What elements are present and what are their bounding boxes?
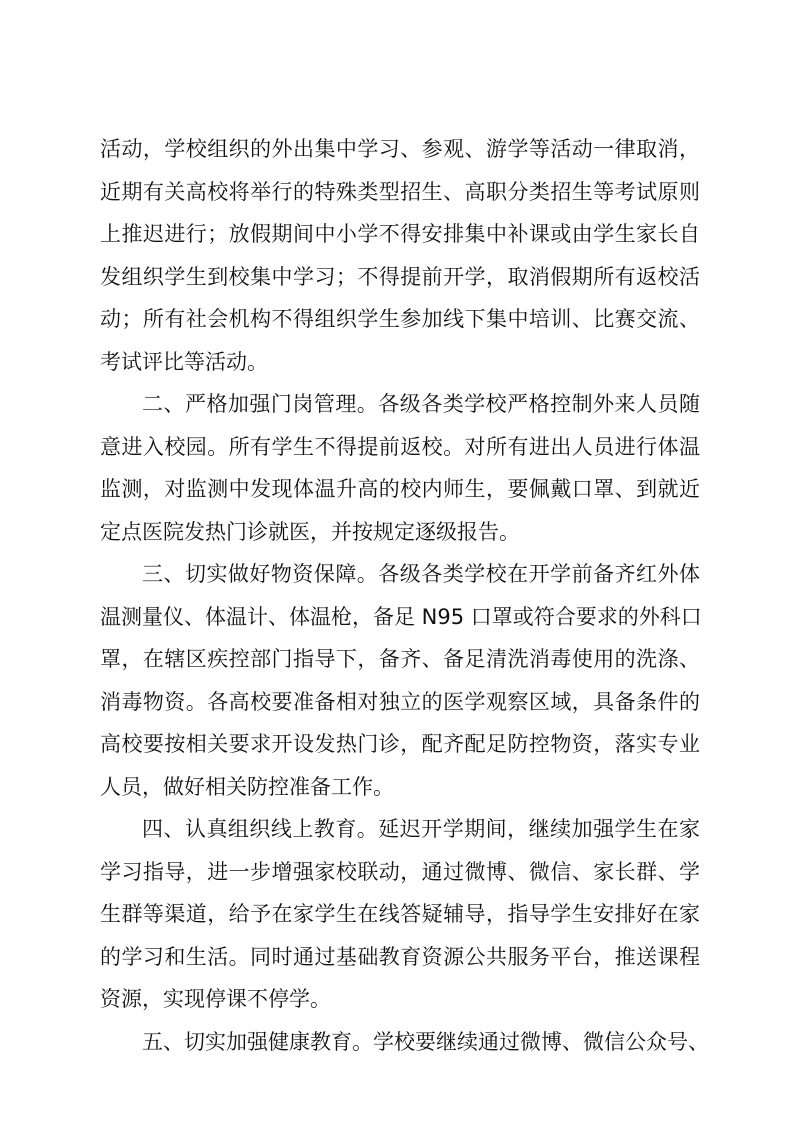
paragraph-3-line-6: 人员，做好相关防控准备工作。 [100,774,394,799]
paragraph-4-line-5: 资源，实现停课不停学。 [100,987,331,1011]
paragraph-3-line-4: 消毒物资。各高校要准备相对独立的医学观察区域，具备条件的 [100,689,700,714]
paragraph-1-line-5: 动；所有社会机构不得组织学生参加线下集中培训、比赛交流、 [100,307,700,331]
paragraph-2-line-4: 定点医院发热门诊就医，并按规定逐级报告。 [100,519,520,544]
paragraph-2-line-3: 监测，对监测中发现体温升高的校内师生，要佩戴口罩、到就近 [100,477,700,501]
paragraph-4-line-1: 四、认真组织线上教育。延迟开学期间，继续加强学生在家 [142,817,700,841]
paragraph-3-line-5: 高校要按相关要求开设发热门诊，配齐配足防控物资，落实专业 [100,732,700,756]
paragraph-2-line-1: 二、严格加强门岗管理。各级各类学校严格控制外来人员随 [142,392,700,416]
document-body [100,128,709,1063]
paragraph-1-line-4: 发组织学生到校集中学习；不得提前开学，取消假期所有返校活 [100,264,700,289]
paragraph-1-line-2: 近期有关高校将举行的特殊类型招生、高职分类招生等考试原则 [100,179,700,204]
paragraph-5-line-1: 五、切实加强健康教育。学校要继续通过微博、微信公众号、 [142,1029,709,1054]
paragraph-3-line-1: 三、切实做好物资保障。各级各类学校在开学前备齐红外体 [142,562,700,586]
paragraph-1-line-1: 活动，学校组织的外出集中学习、参观、游学等活动一律取消， [100,137,700,161]
paragraph-3-line-3: 罩，在辖区疾控部门指导下，备齐、备足清洗消毒使用的洗涤、 [100,647,700,671]
paragraph-4-line-4: 的学习和生活。同时通过基础教育资源公共服务平台，推送课程 [100,944,700,969]
paragraph-1-line-3: 上推迟进行；放假期间中小学不得安排集中补课或由学生家长自 [100,222,700,246]
paragraph-4-line-3: 生群等渠道，给予在家学生在线答疑辅导，指导学生安排好在家 [100,902,700,926]
paragraph-1-line-6: 考试评比等活动。 [100,349,268,374]
paragraph-4-line-2: 学习指导，进一步增强家校联动，通过微博、微信、家长群、学 [100,859,700,884]
paragraph-3-line-2: 温测量仪、体温计、体温枪，备足 N95 口罩或符合要求的外科口 [100,604,702,629]
paragraph-2-line-2: 意进入校园。所有学生不得提前返校。对所有进出人员进行体温 [100,434,700,459]
